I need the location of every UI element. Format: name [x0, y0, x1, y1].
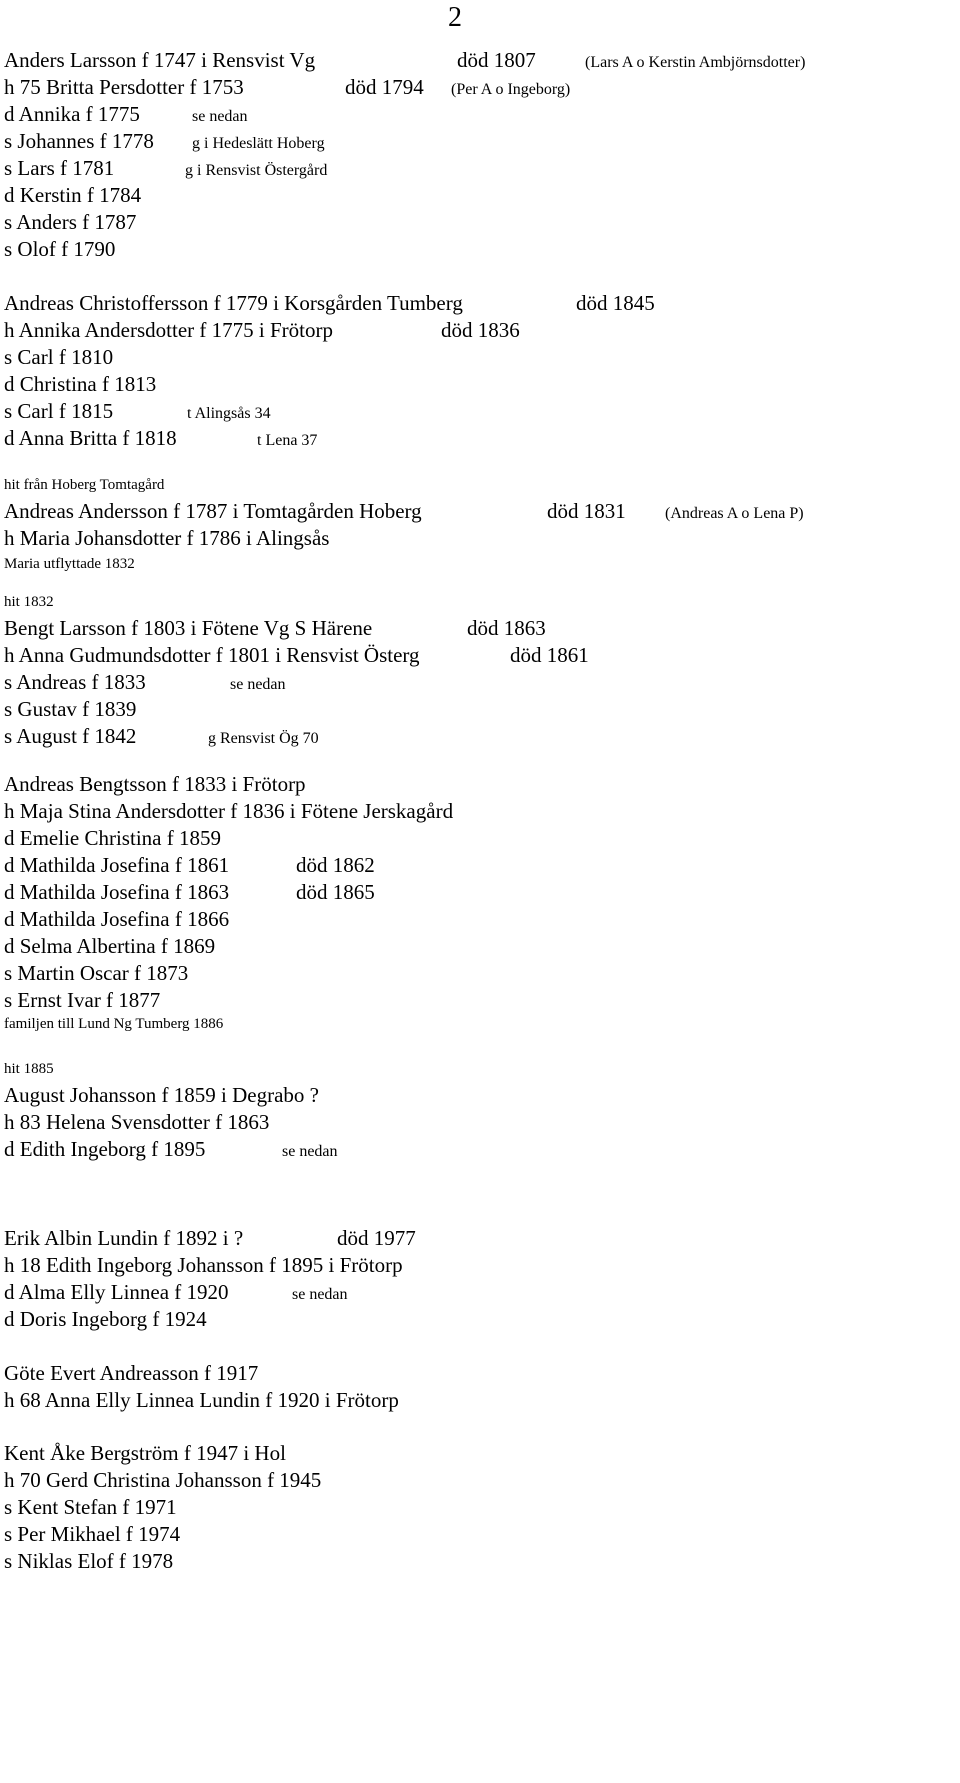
record-text: s August f 1842 [4, 724, 137, 748]
record-text: h 70 Gerd Christina Johansson f 1945 [4, 1468, 322, 1492]
record-text: s Per Mikhael f 1974 [4, 1522, 181, 1546]
record-text: h Maria Johansdotter f 1786 i Alingsås [4, 526, 330, 550]
death-text: död 1845 [576, 291, 655, 315]
death-text: död 1836 [441, 318, 520, 342]
record-text: s Carl f 1810 [4, 345, 114, 369]
record-text: d Anna Britta f 1818 [4, 426, 177, 450]
record-text: h 75 Britta Persdotter f 1753 [4, 75, 244, 99]
record-text: s Kent Stefan f 1971 [4, 1495, 177, 1519]
record-text: d Mathilda Josefina f 1866 [4, 907, 230, 931]
record-text: d Edith Ingeborg f 1895 [4, 1137, 206, 1161]
death-text: död 1977 [337, 1226, 416, 1250]
note-text: se nedan [282, 1143, 338, 1160]
record-text: Erik Albin Lundin f 1892 i ? [4, 1226, 244, 1250]
record-text: s Gustav f 1839 [4, 697, 137, 721]
section-heading: hit från Hoberg Tomtagård [4, 477, 165, 493]
record-text: d Mathilda Josefina f 1863 [4, 880, 230, 904]
record-text: s Johannes f 1778 [4, 129, 154, 153]
record-text: d Christina f 1813 [4, 372, 157, 396]
record-text: Kent Åke Bergström f 1947 i Hol [4, 1441, 286, 1465]
death-text: död 1831 [547, 499, 626, 523]
note-text: t Alingsås 34 [187, 405, 271, 422]
note-text: (Per A o Ingeborg) [451, 81, 571, 98]
record-text: s Andreas f 1833 [4, 670, 146, 694]
record-text: s Olof f 1790 [4, 237, 116, 261]
death-text: död 1863 [467, 616, 546, 640]
record-text: h Annika Andersdotter f 1775 i Frötorp [4, 318, 333, 342]
record-text: s Ernst Ivar f 1877 [4, 988, 161, 1012]
death-text: död 1865 [296, 880, 375, 904]
record-text: h Anna Gudmundsdotter f 1801 i Rensvist Österg [4, 643, 420, 667]
death-text: död 1861 [510, 643, 589, 667]
record-text: s Lars f 1781 [4, 156, 115, 180]
note-text: se nedan [292, 1286, 348, 1303]
record-text: h 83 Helena Svensdotter f 1863 [4, 1110, 270, 1134]
page-number: 2 [448, 2, 462, 33]
record-text: d Annika f 1775 [4, 102, 140, 126]
record-text: s Anders f 1787 [4, 210, 137, 234]
record-text: Bengt Larsson f 1803 i Fötene Vg S Härene [4, 616, 373, 640]
record-text: Anders Larsson f 1747 i Rensvist Vg [4, 48, 316, 72]
note-text: g Rensvist Ög 70 [208, 730, 319, 747]
record-text: d Selma Albertina f 1869 [4, 934, 216, 958]
section-heading: hit 1832 [4, 594, 54, 610]
note-text: t Lena 37 [257, 432, 318, 449]
note-text: se nedan [192, 108, 248, 125]
record-text: d Kerstin f 1784 [4, 183, 142, 207]
record-text: Andreas Andersson f 1787 i Tomtagården Hoberg [4, 499, 422, 523]
record-text: h 18 Edith Ingeborg Johansson f 1895 i Frötorp [4, 1253, 403, 1277]
note-text: (Lars A o Kerstin Ambjörnsdotter) [585, 54, 806, 71]
record-text: d Doris Ingeborg f 1924 [4, 1307, 207, 1331]
record-text: August Johansson f 1859 i Degrabo ? [4, 1083, 319, 1107]
record-text: Andreas Bengtsson f 1833 i Frötorp [4, 772, 306, 796]
note-text: (Andreas A o Lena P) [665, 505, 804, 522]
death-text: död 1807 [457, 48, 536, 72]
record-text: Andreas Christoffersson f 1779 i Korsgården Tumberg [4, 291, 463, 315]
note-text: g i Hedeslätt Hoberg [192, 135, 325, 152]
record-text: d Alma Elly Linnea f 1920 [4, 1280, 229, 1304]
note-text: se nedan [230, 676, 286, 693]
record-text: s Carl f 1815 [4, 399, 114, 423]
footnote: familjen till Lund Ng Tumberg 1886 [4, 1016, 224, 1032]
section-heading: hit 1885 [4, 1061, 54, 1077]
footnote: Maria utflyttade 1832 [4, 556, 135, 572]
record-text: h 68 Anna Elly Linnea Lundin f 1920 i Frötorp [4, 1388, 399, 1412]
note-text: g i Rensvist Östergård [185, 162, 328, 179]
death-text: död 1862 [296, 853, 375, 877]
record-text: d Emelie Christina f 1859 [4, 826, 221, 850]
record-text: s Martin Oscar f 1873 [4, 961, 189, 985]
record-text: s Niklas Elof f 1978 [4, 1549, 174, 1573]
record-text: d Mathilda Josefina f 1861 [4, 853, 230, 877]
record-text: h Maja Stina Andersdotter f 1836 i Fötene Jerskagård [4, 799, 454, 823]
death-text: död 1794 [345, 75, 424, 99]
record-text: Göte Evert Andreasson f 1917 [4, 1361, 259, 1385]
